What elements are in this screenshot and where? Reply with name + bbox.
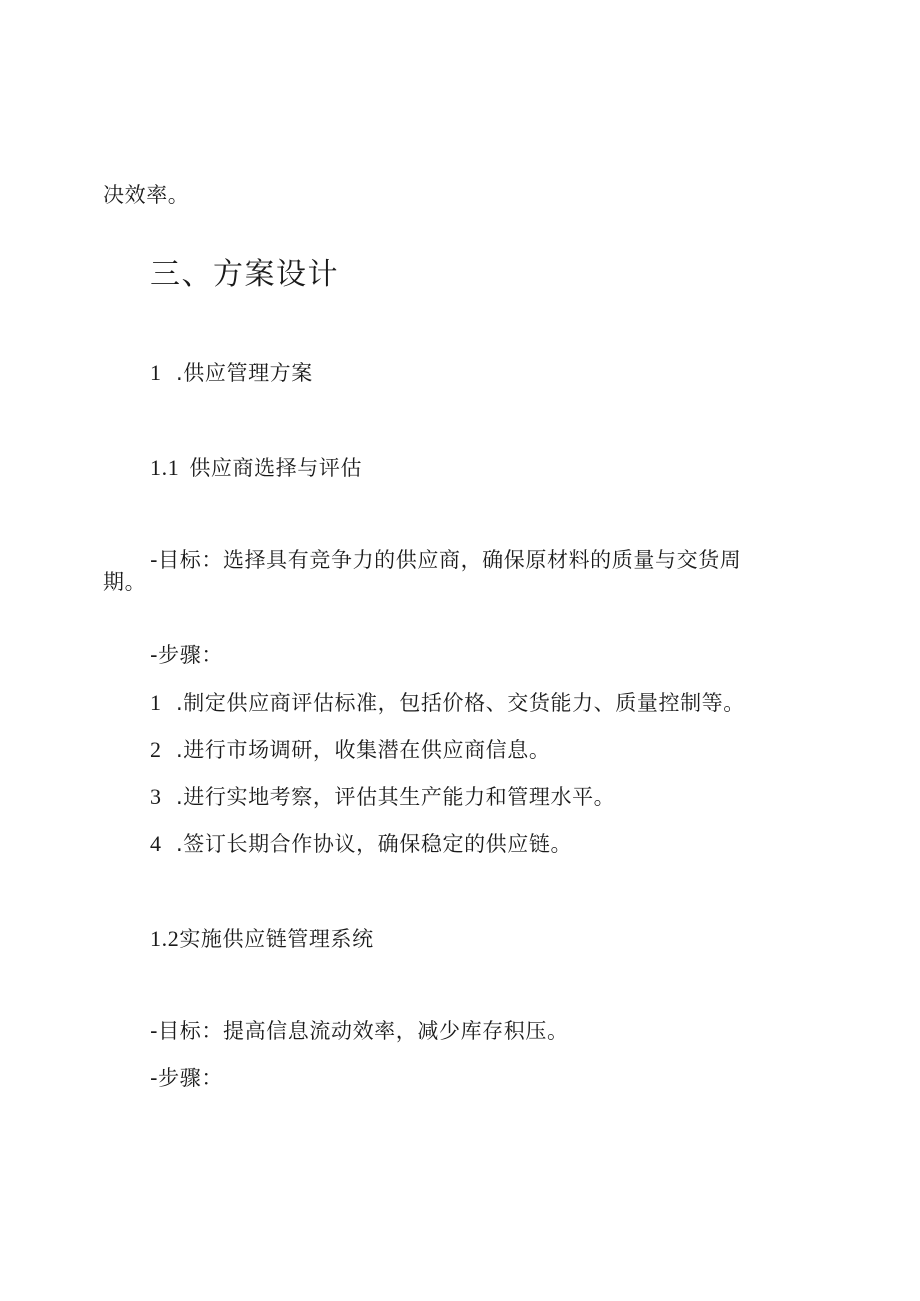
item-1-1-heading (150, 457, 362, 479)
item-1-1-number: 1.1 (150, 455, 180, 480)
subsection-1-heading (150, 362, 313, 384)
section-heading: 三、方案设计 (150, 257, 339, 292)
item-1-1-goal-line-1: -目标：选择具有竞争力的供应商，确保原材料的质量与交货周 (150, 548, 742, 572)
item-1-2-steps-label: -步骤： (150, 1066, 223, 1090)
subsection-1-number: 1 (150, 360, 162, 385)
step-item (150, 833, 572, 855)
item-1-2-heading (150, 928, 374, 950)
step-text: .进行市场调研，收集潜在供应商信息。 (176, 738, 551, 762)
step-item (150, 692, 745, 714)
step-item (150, 739, 550, 761)
step-text: .制定供应商评估标准，包括价格、交货能力、质量控制等。 (176, 691, 745, 715)
step-text: .签订长期合作协议，确保稳定的供应链。 (176, 832, 573, 856)
item-1-2-title: 实施供应链管理系统 (179, 927, 374, 951)
subsection-1-title: .供应管理方案 (176, 361, 313, 385)
item-1-1-steps-label: -步骤： (150, 643, 223, 667)
step-number: 2 (150, 737, 162, 762)
continuation-text: 决效率。 (103, 183, 190, 207)
step-number: 3 (150, 784, 162, 809)
step-number: 4 (150, 831, 162, 856)
item-1-2-number: 1.2 (150, 926, 180, 951)
step-number: 1 (150, 690, 162, 715)
item-1-2-goal: -目标：提高信息流动效率，减少库存积压。 (150, 1019, 569, 1043)
item-1-1-title: 供应商选择与评估 (189, 456, 363, 480)
item-1-1-goal-line-2: 期。 (103, 570, 147, 594)
step-text: .进行实地考察，评估其生产能力和管理水平。 (176, 785, 616, 809)
step-item (150, 786, 615, 808)
